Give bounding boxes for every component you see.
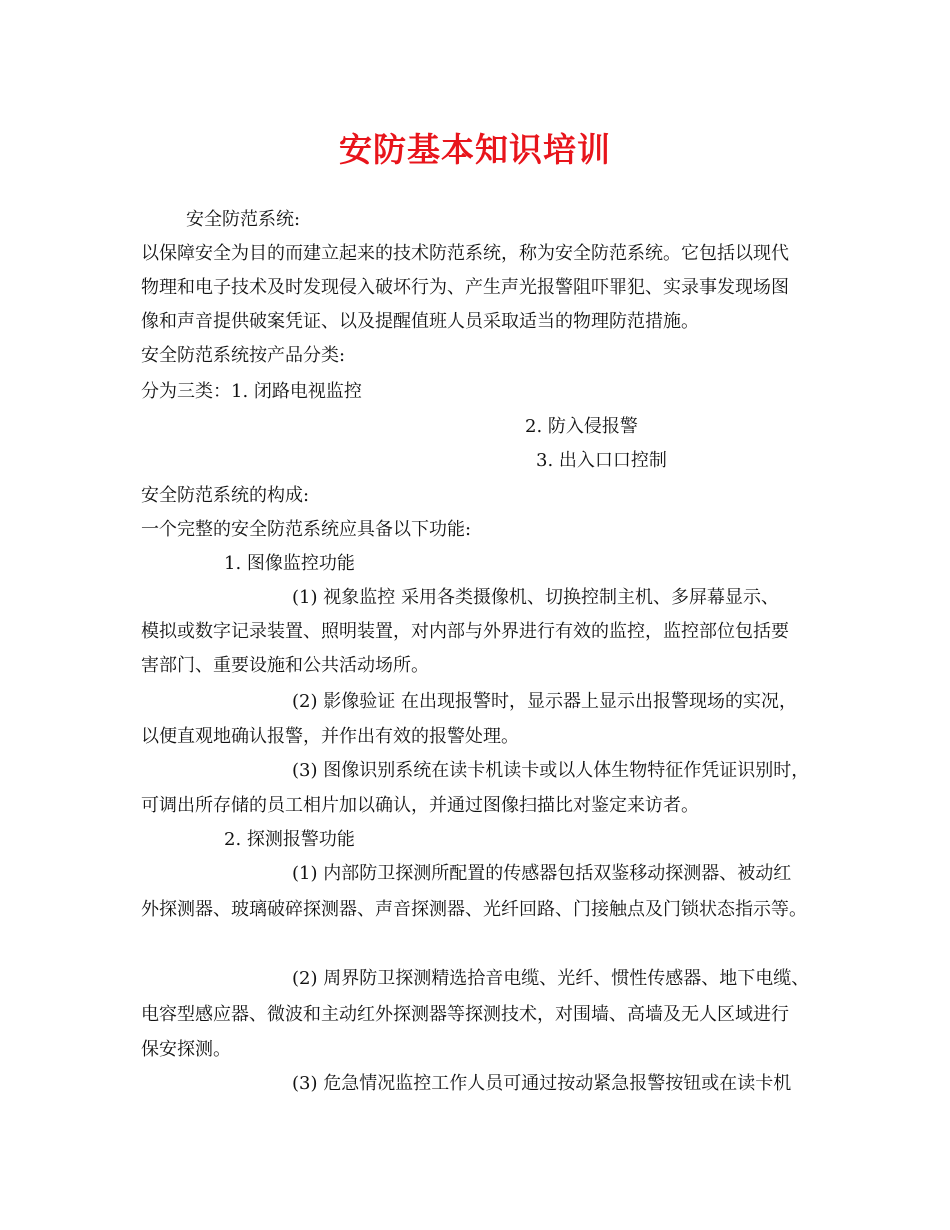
paragraph-line: (1) 视象监控 采用各类摄像机、切换控制主机、多屏幕显示、	[292, 587, 779, 608]
paragraph-line: (3) 图像识别系统在读卡机读卡或以人体生物特征作凭证识别时，	[292, 760, 810, 781]
paragraph-line: 害部门、重要设施和公共活动场所。	[141, 655, 429, 676]
paragraph-line: 像和声音提供破案凭证、以及提醒值班人员采取适当的物理防范措施。	[141, 311, 699, 332]
paragraph-line: 物理和电子技术及时发现侵入破坏行为、产生声光报警阻吓罪犯、实录事发现场图	[141, 277, 789, 298]
heading-product-classification: 安全防范系统按产品分类:	[141, 345, 346, 366]
paragraph-line: (3) 危急情况监控工作人员可通过按动紧急报警按钮或在读卡机	[292, 1073, 792, 1094]
paragraph-line: 可调出所存储的员工相片加以确认，并通过图像扫描比对鉴定来访者。	[141, 795, 699, 816]
paragraph-line: (1) 内部防卫探测所配置的传感器包括双鉴移动探测器、被动红	[292, 863, 792, 884]
paragraph-line: 以便直观地确认报警，并作出有效的报警处理。	[141, 726, 519, 747]
paragraph-line: 电容型感应器、微波和主动红外探测器等探测技术，对围墙、高墙及无人区域进行	[141, 1004, 789, 1025]
paragraph-line: 一个完整的安全防范系统应具备以下功能:	[141, 519, 472, 540]
document-title: 安防基本知识培训	[339, 130, 611, 169]
paragraph-line: (2) 影像验证 在出现报警时，显示器上显示出报警现场的实况，	[292, 691, 797, 712]
list-item-access-control: 3. 出入口口控制	[536, 450, 667, 471]
subheading-image-monitoring: 1. 图像监控功能	[224, 553, 355, 574]
paragraph-line: 外探测器、玻璃破碎探测器、声音探测器、光纤回路、门接触点及门锁状态指示等。	[141, 899, 807, 920]
list-item-cctv: 分为三类：1. 闭路电视监控	[141, 381, 362, 402]
list-item-intrusion-alarm: 2. 防入侵报警	[525, 416, 638, 437]
paragraph-line: 以保障安全为目的而建立起来的技术防范系统，称为安全防范系统。它包括以现代	[141, 243, 789, 264]
paragraph-line: 模拟或数字记录装置、照明装置，对内部与外界进行有效的监控，监控部位包括要	[141, 621, 789, 642]
heading-system-composition: 安全防范系统的构成:	[141, 485, 310, 506]
subheading-detection-alarm: 2. 探测报警功能	[224, 829, 355, 850]
paragraph-line: (2) 周界防卫探测精选拾音电缆、光纤、惯性传感器、地下电缆、	[292, 968, 810, 989]
paragraph-line: 保安探测。	[141, 1039, 231, 1060]
heading-security-system: 安全防范系统:	[186, 209, 301, 230]
